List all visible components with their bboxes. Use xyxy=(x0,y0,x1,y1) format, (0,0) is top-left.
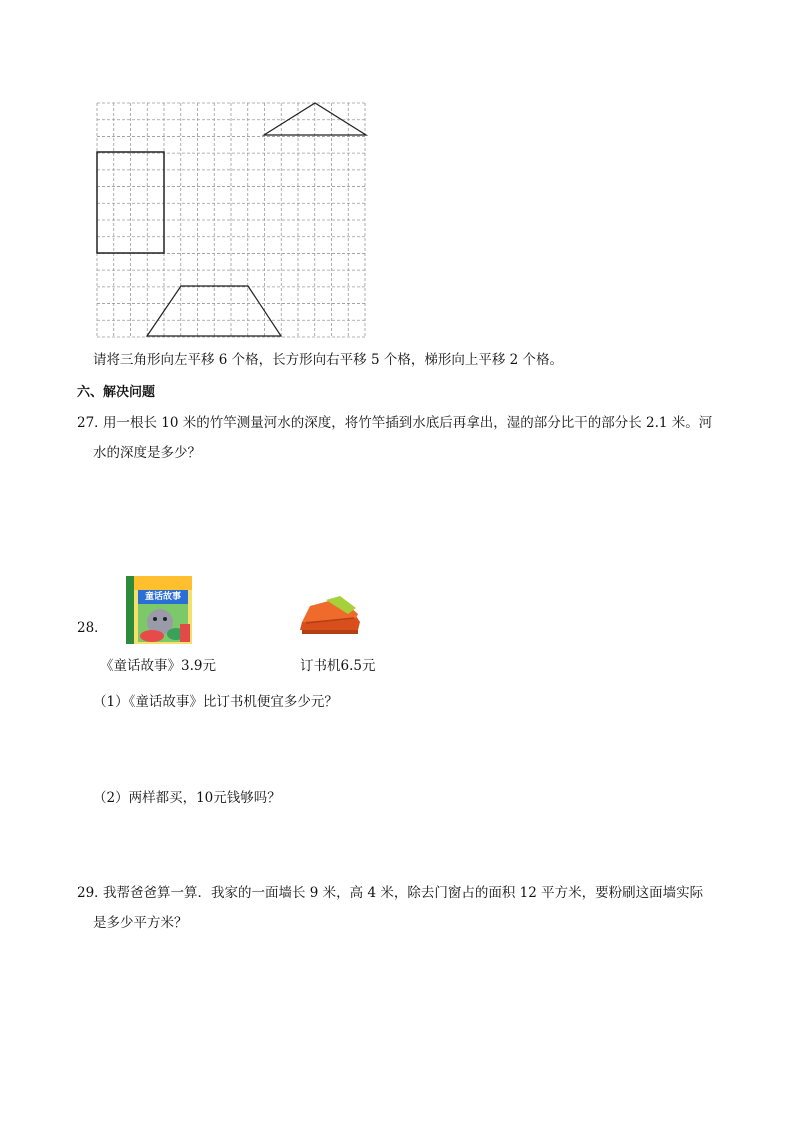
rectangle-shape xyxy=(97,152,164,253)
q28-sub1: （1）《童话故事》比订书机便宜多少元？ xyxy=(93,694,338,710)
q27-number: 27． xyxy=(77,415,108,431)
dashed-grid-lines xyxy=(97,103,365,337)
q28-sub2: （2）两样都买，10元钱够吗？ xyxy=(93,790,281,806)
translation-grid-figure xyxy=(96,102,368,338)
section-title: 六、解决问题 xyxy=(77,385,156,400)
q27-line2: 水的深度是多少？ xyxy=(93,445,201,461)
q29-number: 29． xyxy=(77,885,108,901)
grid-instruction: 请将三角形向左平移 6 个格，长方形向右平移 5 个格，梯形向上平移 2 个格。 xyxy=(93,352,564,368)
stapler-image xyxy=(296,592,362,642)
fairy-tale-book-image xyxy=(124,574,196,646)
book-price-caption: 《童话故事》3.9元 xyxy=(100,658,216,674)
grid-svg xyxy=(96,102,368,338)
stapler-price-caption: 订书机6.5元 xyxy=(300,658,376,674)
book-cover-title: 童话故事 xyxy=(144,592,181,602)
q29-line1: 我帮爸爸算一算．我家的一面墙长 9 米，高 4 米，除去门窗占的面积 12 平方米，要粉刷这面墙实际 xyxy=(103,885,704,901)
q27-line1: 用一根长 10 米的竹竿测量河水的深度，将竹竿插到水底后再拿出，湿的部分比干的部分长 2.1 米。河 xyxy=(103,415,713,431)
q28-number: 28． xyxy=(77,620,108,636)
q29-line2: 是多少平方米？ xyxy=(93,915,188,931)
